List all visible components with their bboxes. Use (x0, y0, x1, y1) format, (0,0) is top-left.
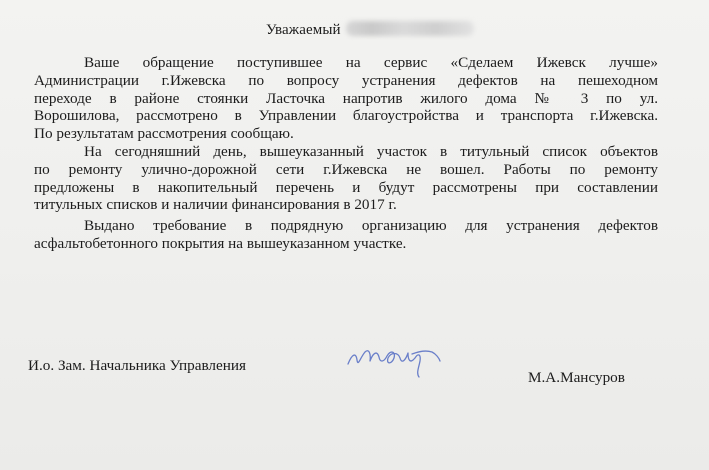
handwritten-signature (344, 340, 444, 380)
paragraph-2 (34, 143, 658, 214)
text-line: по ремонту улично-дорожной сети г.Ижевска не вошел. Работы по ремонту (34, 160, 658, 178)
letter-body (34, 54, 658, 253)
text-line: титульных списков и наличии финансирования в 2017 г. (34, 196, 397, 214)
paragraph-1 (34, 54, 658, 143)
paragraph-3 (34, 217, 658, 253)
text-line: Выдано требование в подрядную организацию для устранения дефектов (84, 217, 658, 235)
text-line: По результатам рассмотрения сообщаю. (34, 125, 294, 143)
text-line: Ваше обращение поступившее на сервис «Сделаем Ижевск лучше» (84, 54, 658, 71)
text-line: Ворошилова, рассмотрено в Управлении благоустройства и транспорта г.Ижевска. (34, 107, 658, 125)
text-line: На сегодняшний день, вышеуказанный участок в титульный список объектов (84, 142, 658, 160)
text-line: переходе в районе стоянки Ласточка напротив жилого дома № 3 по ул. (34, 89, 658, 107)
signature-stroke (348, 351, 440, 377)
text-line: предложены в накопительный перечень и будут рассмотрены при составлении (34, 178, 658, 196)
redacted-recipient-name (346, 21, 474, 36)
signatory-name: М.А.Мансуров (528, 369, 625, 386)
text-line: Администрации г.Ижевска по вопросу устранения дефектов на пешеходном (34, 71, 658, 89)
text-line: асфальтобетонного покрытия на вышеуказанном участке. (34, 234, 407, 252)
greeting-word: Уважаемый (266, 22, 341, 38)
signatory-title: И.о. Зам. Начальника Управления (28, 357, 246, 374)
greeting-line (266, 21, 474, 39)
